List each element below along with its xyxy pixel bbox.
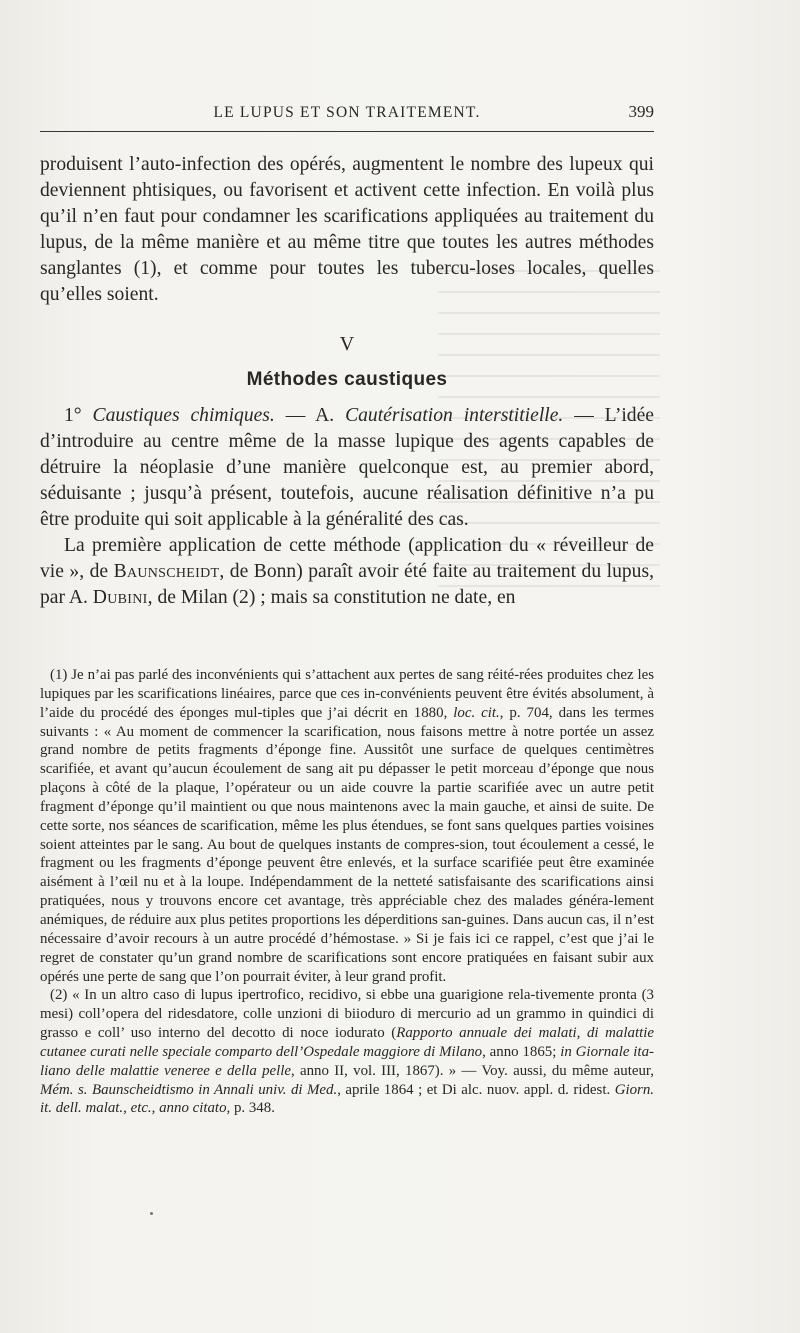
footnote-text: , anno II, vol. III, 1867). » — Voy. aussi, du même auteur, [291,1062,654,1079]
running-head [40,104,654,128]
author-name: Dubini [92,587,148,609]
footnote-citation: Mém. s. Baunscheidtismo in Annali univ. di Med. [40,1081,338,1098]
header-rule [40,131,654,132]
footnote-citation: Giorn. it. dell. malat., etc., anno citato, [40,1081,654,1117]
footnote-text: (1) Je n’ai pas parlé des inconvénients qui s’attachent aux pertes de sang réité-rées produites chez les lupiques par les scarifications linéaires, parce que ces in-convénients peuvent être évités absolument, à l’aide du procédé des éponges mul-tiples que j’ai décrit en 1880, [40,667,654,721]
footnote-text: , p. 704, dans les termes suivants : « Au moment de commencer la scarification, nous faisons mettre à notre portée un assez grand nombre de petits fragments d’éponge fine. Aussitôt une surface de quelques centimètres scarifiée, et avant qu’aucun écoulement de sang ait pu dépasser le petit morceau d’éponge que nous plaçons à côté de la plaque, l’opérateur ou un aide couvre la partie scarifiée avec un autre petit fragment d’éponge qu’il maintient ou que nous maintenons avec la main gauche, et ainsi de suite. De cette sorte, nos séances de scarification, même les plus étendues, se font sans quelques parties voisines soient atteintes par le sang. Au bout de quelques instants de compres-sion, tout écoulement a cessé, le fragment ou les fragments d’éponge peuvent être enlevés, et la surface scarifiée peut être examinée aisément à l’œil nu et à la loupe. Indépendamment de la netteté satisfaisante des scarifications ainsi pratiquées, nous y trouvons encore cet avantage, très appréciable chez des malades généra-lement anémiques, de réduire aux plus petites proportions les déperditions san-guines. Dans aucun cas, il n’est nécessaire d’avoir recours à un autre procédé d’hémostase. » Si je fais ici ce rappel, c’est que j’ai le regret de constater qu’un grand nombre de scarifications sont encore pratiquées en faisant subir aux opérés une perte de sang que l’on pourrait éviter, à leur grand profit. [40,704,655,985]
paragraph-continuation: produisent l’auto-infection des opérés, augmentent le nombre des lupeux qui deviennent phtisiques, ou favorisent et activent cette infection. En voilà plus qu’il n’en faut pour condamner les scarifications appliquées au traitement du lupus, de la même manière et au même titre que toutes les autres méthodes sanglantes (1), et comme pour toutes les tubercu-loses locales, quelles qu’elles soient. [40,154,654,306]
footnote-citation: Rapporto annuale dei malati, di malattie cutanee curati nelle speciale comparto dell’Ospedale maggiore di Milano [40,1025,654,1060]
page-number: 399 [628,102,654,121]
footnote-text: (2) « In un altro caso di lupus ipertrofico, recidivo, si ebbe una guarigione rela-tivemente pronta (3 mesi) coll’opera del ridesdatore, colle unzioni di biioduro di mercurio ad un grammo in quindici di grasso e coll’ uso interno del decotto di noce iodurato ( [40,987,654,1042]
main-text [40,152,654,612]
text-run: , de Milan (2) ; mais sa constitution ne date, en [147,587,516,609]
footnote-citation: loc. cit. [453,704,500,721]
footnotes [40,666,654,1118]
subheading-caustiques-chimiques: Caustiques chimiques. [92,404,275,426]
section-number: V [339,332,355,355]
section-title: Méthodes caustiques [246,368,448,390]
running-title: LE LUPUS ET SON TRAITEMENT. [213,104,481,121]
footnote-citation: in Giornale ita-liano delle malattie veneree e della pelle [40,1043,654,1079]
paragraph-body: — L’idée d’introduire au centre même de la masse lupique des agents capables de détruire la néoplasie d’une manière quelconque est, au premier abord, séduisante ; jusqu’à présent, toutefois, aucune réalisation définitive n’a pu être produite qui soit applicable à la généralité des cas. [40,404,654,531]
footnote-1 [40,666,654,986]
paragraph-mid: — A. [274,404,346,426]
footnote-text: , aprile 1864 ; et Di alc. nuov. appl. d. ridest. [337,1081,615,1098]
paragraph-caustiques [40,403,654,533]
subheading-cauterisation: Cautérisation interstitielle. [345,404,564,426]
paragraph-lead: 1° [64,404,93,426]
footnote-text: , anno 1865; [482,1043,561,1060]
paragraph-premiere-application [40,533,654,611]
author-name: Baunscheidt [113,561,220,583]
text-run: , de Bonn) paraît avoir été faite au traitement du lupus, par A. [40,561,654,609]
ink-speck [150,1212,153,1215]
footnote-text: p. 348. [230,1100,275,1117]
footnote-2 [40,986,654,1118]
text-run: La première application de cette méthode (application du « réveilleur de vie », de [40,535,654,583]
